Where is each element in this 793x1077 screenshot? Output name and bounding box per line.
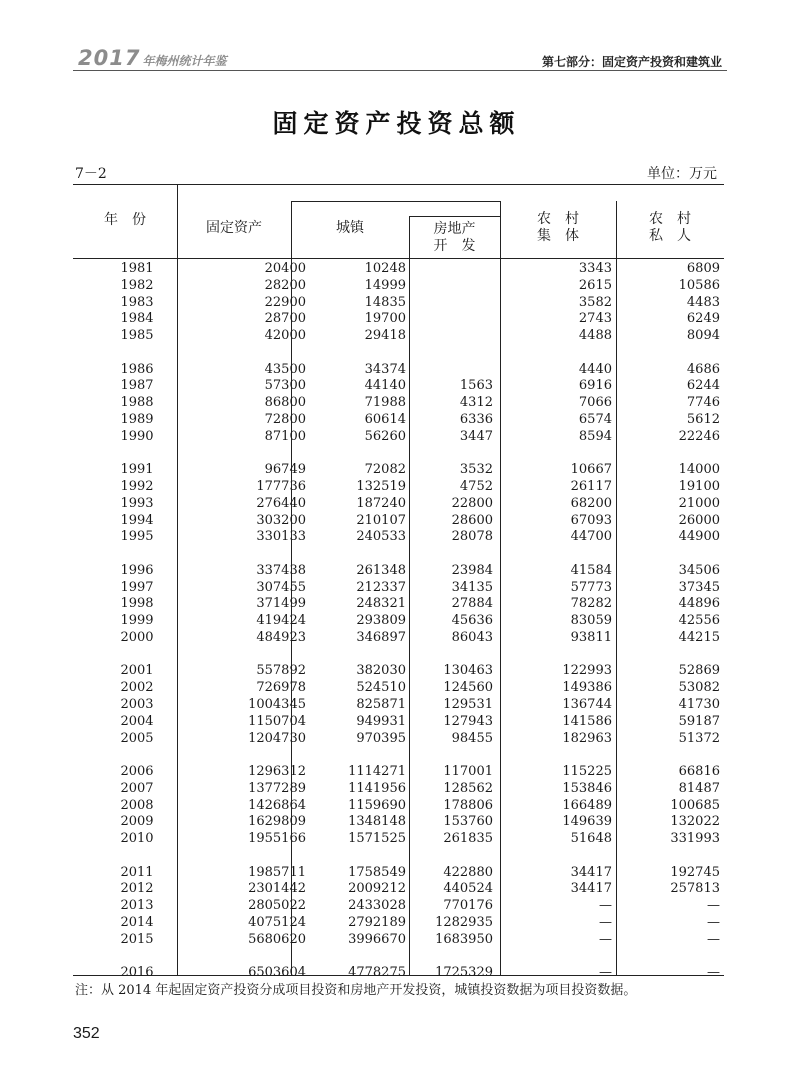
cell-total: 307455 [256, 579, 306, 595]
cell-collective: 7066 [578, 395, 612, 411]
table-row [73, 395, 724, 411]
cell-private: 192745 [670, 864, 720, 880]
cell-collective: 6574 [578, 412, 612, 427]
table-row [73, 563, 724, 579]
header-collective-line1: 农 村 [537, 211, 579, 227]
cell-private: 44900 [678, 529, 720, 545]
cell-collective: 51648 [570, 831, 612, 847]
cell-collective: 83059 [570, 613, 612, 629]
table-row [73, 261, 724, 277]
cell-year: 2002 [120, 680, 154, 696]
table-row [73, 831, 724, 847]
cell-private: 26000 [678, 512, 720, 528]
table-row [73, 479, 724, 495]
cell-total: 484923 [256, 630, 306, 645]
cell-private: 37345 [678, 579, 720, 595]
table-row [73, 429, 724, 445]
cell-real-estate: 3532 [459, 462, 493, 478]
cell-private: 51372 [678, 730, 720, 746]
cell-total: 1955166 [248, 831, 306, 847]
cell-urban: 29418 [364, 328, 406, 344]
cell-real-estate: 124560 [443, 680, 493, 696]
cell-total: 419424 [256, 613, 306, 629]
cell-private: 100685 [670, 797, 720, 813]
header-private-line2: 私 人 [649, 228, 691, 244]
cell-year: 2016 [120, 965, 154, 981]
cell-total: 5680620 [248, 931, 306, 947]
cell-private: 19100 [678, 479, 720, 494]
cell-year: 1988 [120, 395, 154, 411]
cell-urban: 14999 [364, 277, 406, 293]
table-row [73, 412, 724, 428]
cell-year: 1981 [120, 261, 154, 276]
cell-year: 1990 [120, 428, 154, 444]
cell-year: 1994 [120, 512, 154, 528]
cell-total: 1004345 [248, 697, 306, 712]
cell-private: — [707, 931, 720, 947]
cell-urban: 970395 [356, 730, 406, 746]
table-row [73, 932, 724, 948]
cell-collective: 122993 [562, 663, 612, 679]
cell-collective: 6916 [578, 378, 612, 394]
cell-collective: 57773 [570, 579, 612, 595]
table-row [73, 311, 724, 327]
cell-total: 96749 [264, 462, 306, 478]
cell-total: 28700 [264, 311, 306, 327]
table-row [73, 663, 724, 679]
cell-year: 2013 [120, 898, 154, 914]
cell-real-estate: 4312 [459, 395, 493, 411]
cell-total: 276440 [256, 495, 306, 511]
table-row [73, 278, 724, 294]
cell-private: 4686 [686, 361, 720, 377]
table-row [73, 496, 724, 512]
cell-real-estate: 770176 [443, 898, 493, 914]
table-row [73, 580, 724, 596]
cell-total: 6503604 [248, 965, 306, 981]
cell-real-estate: 86043 [451, 630, 493, 645]
cell-year: 1986 [120, 361, 154, 377]
header-real-estate [409, 221, 500, 255]
cell-collective: 3343 [578, 261, 612, 276]
cell-total: 28200 [264, 277, 306, 293]
table-row [73, 697, 724, 713]
cell-real-estate: 22800 [451, 495, 493, 511]
cell-urban: 60614 [364, 412, 406, 427]
table-row [73, 362, 724, 378]
cell-urban: 346897 [356, 630, 406, 645]
cell-private: 52869 [678, 663, 720, 679]
cell-year: 2000 [120, 630, 154, 645]
cell-collective: 44700 [570, 529, 612, 545]
cell-urban: 14835 [364, 294, 406, 310]
table-row [73, 378, 724, 394]
table-row [73, 630, 724, 646]
cell-collective: 34417 [570, 881, 612, 897]
cell-urban: 1571525 [348, 831, 406, 847]
cell-urban: 210107 [356, 512, 406, 528]
cell-total: 72800 [264, 412, 306, 427]
cell-urban: 2433028 [348, 898, 406, 914]
cell-private: 7746 [686, 395, 720, 411]
cell-year: 1992 [120, 479, 154, 494]
table-row [73, 915, 724, 931]
footnote: 注：从 2014 年起固定资产投资分成项目投资和房地产开发投资，城镇投资数据为项目投资数据。 [75, 983, 637, 998]
cell-private: 331993 [670, 831, 720, 847]
cell-private: 21000 [678, 495, 720, 511]
cell-urban: 825871 [356, 697, 406, 712]
table-row [73, 714, 724, 730]
cell-collective: 41584 [570, 562, 612, 578]
cell-year: 1993 [120, 495, 154, 511]
cell-total: 2301442 [248, 881, 306, 897]
table-row [73, 680, 724, 696]
cell-urban: 1348148 [348, 814, 406, 830]
table-row [73, 731, 724, 747]
cell-total: 1629809 [248, 814, 306, 830]
cell-collective: 141586 [562, 713, 612, 729]
urban-group-line [291, 201, 500, 202]
cell-real-estate: 3447 [459, 428, 493, 444]
cell-urban: 132519 [356, 479, 406, 494]
cell-real-estate: 27884 [451, 596, 493, 612]
cell-real-estate: 6336 [459, 412, 493, 427]
cell-year: 2005 [120, 730, 154, 746]
cell-private: 34506 [678, 562, 720, 578]
cell-year: 2003 [120, 697, 154, 712]
cell-real-estate: 98455 [451, 730, 493, 746]
cell-urban: 71988 [364, 395, 406, 411]
cell-collective: 3582 [578, 294, 612, 310]
cell-collective: 153846 [562, 780, 612, 796]
cell-total: 371499 [256, 596, 306, 612]
page-title: 固定资产投资总额 [272, 109, 521, 138]
cell-total: 86800 [264, 395, 306, 411]
cell-year: 2006 [120, 764, 154, 779]
table-number: 7－2 [75, 166, 107, 182]
header-collective-line2: 集 体 [537, 228, 579, 244]
table-row [73, 764, 724, 780]
cell-total: 1296312 [248, 764, 306, 779]
table-row [73, 295, 724, 311]
cell-private: 59187 [678, 713, 720, 729]
cell-collective: 149386 [562, 680, 612, 696]
book-header [78, 46, 226, 70]
cell-real-estate: 34135 [451, 579, 493, 595]
cell-urban: 1141956 [348, 780, 406, 796]
cell-urban: 3996670 [348, 931, 406, 947]
cell-year: 2001 [120, 663, 154, 679]
cell-collective: 67093 [570, 512, 612, 528]
cell-total: 43500 [264, 361, 306, 377]
cell-private: — [707, 898, 720, 914]
cell-total: 4075124 [248, 915, 306, 930]
header-total: 固定资产 [206, 220, 262, 236]
cell-private: 42556 [678, 613, 720, 629]
cell-collective: — [599, 898, 612, 914]
cell-year: 2015 [120, 931, 154, 947]
cell-total: 20400 [264, 261, 306, 276]
cell-year: 2009 [120, 814, 154, 830]
cell-year: 1985 [120, 328, 154, 344]
cell-total: 87100 [264, 428, 306, 444]
cell-total: 303200 [256, 512, 306, 528]
cell-collective: 78282 [570, 596, 612, 612]
cell-collective: 2615 [578, 277, 612, 293]
table-row [73, 814, 724, 830]
cell-urban: 2009212 [348, 881, 406, 897]
cell-private: 4483 [686, 294, 720, 310]
cell-collective: 4440 [578, 361, 612, 377]
cell-real-estate: 153760 [443, 814, 493, 830]
cell-collective: 115225 [562, 764, 612, 779]
cell-year: 1982 [120, 277, 154, 293]
cell-private: 44896 [678, 596, 720, 612]
cell-real-estate: 261835 [443, 831, 493, 847]
cell-real-estate: 23984 [451, 562, 493, 578]
header-private-line1: 农 村 [649, 211, 691, 227]
cell-real-estate: 440524 [443, 881, 493, 897]
header-divider [73, 70, 727, 71]
cell-private: 6809 [686, 261, 720, 276]
cell-urban: 248321 [356, 596, 406, 612]
cell-collective: 10667 [570, 462, 612, 478]
cell-collective: 4488 [578, 328, 612, 344]
cell-total: 726978 [256, 680, 306, 696]
cell-collective: 8594 [578, 428, 612, 444]
cell-year: 2008 [120, 797, 154, 813]
table-row [73, 898, 724, 914]
cell-urban: 72082 [364, 462, 406, 478]
cell-urban: 524510 [356, 680, 406, 696]
cell-real-estate: 1683950 [435, 931, 493, 947]
book-title: 年梅州统计年鉴 [142, 54, 227, 68]
cell-urban: 949931 [356, 713, 406, 729]
table-row [73, 881, 724, 897]
cell-urban: 187240 [356, 495, 406, 511]
cell-urban: 261348 [356, 562, 406, 578]
cell-urban: 10248 [364, 261, 406, 276]
header-collective [500, 211, 616, 245]
cell-urban: 382030 [356, 663, 406, 679]
cell-private: 5612 [686, 412, 720, 427]
table-row [73, 328, 724, 344]
cell-year: 2007 [120, 780, 154, 796]
cell-urban: 293809 [356, 613, 406, 629]
cell-private: 257813 [670, 881, 720, 897]
table-row [73, 865, 724, 881]
cell-year: 2004 [120, 713, 154, 729]
cell-private: 132022 [670, 814, 720, 830]
book-year: 2017 [78, 46, 141, 70]
table-header-border [73, 258, 724, 259]
cell-real-estate: 4752 [459, 479, 493, 494]
cell-collective: 93811 [570, 630, 612, 645]
unit-label: 单位：万元 [647, 166, 717, 182]
cell-private: — [707, 965, 720, 981]
cell-year: 1989 [120, 412, 154, 427]
cell-total: 2805022 [248, 898, 306, 914]
table-row [73, 781, 724, 797]
cell-year: 1984 [120, 311, 154, 327]
cell-total: 1426864 [248, 797, 306, 813]
cell-urban: 2792189 [348, 915, 406, 930]
cell-urban: 1159690 [348, 797, 406, 813]
cell-real-estate: 128562 [443, 780, 493, 796]
cell-collective: 166489 [562, 797, 612, 813]
cell-real-estate: 129531 [443, 697, 493, 712]
table-row [73, 798, 724, 814]
header-year: 年 份 [104, 212, 146, 228]
cell-private: 44215 [678, 630, 720, 645]
cell-year: 1997 [120, 579, 154, 595]
cell-private: 8094 [686, 328, 720, 344]
cell-real-estate: 1563 [459, 378, 493, 394]
cell-year: 2014 [120, 915, 154, 930]
cell-collective: 68200 [570, 495, 612, 511]
cell-private: 6249 [686, 311, 720, 327]
cell-collective: — [599, 931, 612, 947]
cell-collective: 34417 [570, 864, 612, 880]
cell-total: 1150704 [248, 713, 306, 729]
cell-total: 42000 [264, 328, 306, 344]
cell-private: 53082 [678, 680, 720, 696]
data-table [73, 184, 724, 981]
real-estate-subheader-line [409, 216, 500, 217]
cell-urban: 44140 [364, 378, 406, 394]
cell-urban: 1114271 [348, 764, 406, 779]
section-title: 第七部分：固定资产投资和建筑业 [541, 55, 722, 69]
cell-year: 1995 [120, 529, 154, 545]
cell-urban: 1758549 [348, 864, 406, 880]
cell-real-estate: 178806 [443, 797, 493, 813]
cell-private: 6244 [686, 378, 720, 394]
cell-year: 1996 [120, 562, 154, 578]
cell-year: 2012 [120, 881, 154, 897]
cell-year: 1998 [120, 596, 154, 612]
cell-real-estate: 28600 [451, 512, 493, 528]
cell-real-estate: 1725329 [435, 965, 493, 981]
cell-private: 22246 [678, 428, 720, 444]
cell-real-estate: 422880 [443, 864, 493, 880]
header-private [616, 211, 724, 245]
cell-private: 66816 [678, 764, 720, 779]
cell-urban: 212337 [356, 579, 406, 595]
cell-real-estate: 130463 [443, 663, 493, 679]
cell-total: 1985711 [248, 864, 306, 880]
cell-total: 1204730 [248, 730, 306, 746]
table-row [73, 462, 724, 478]
cell-urban: 240533 [356, 529, 406, 545]
cell-real-estate: 117001 [443, 764, 493, 779]
cell-urban: 56260 [364, 428, 406, 444]
cell-real-estate: 45636 [451, 613, 493, 629]
cell-private: 10586 [678, 277, 720, 293]
cell-collective: — [599, 965, 612, 981]
cell-real-estate: 127943 [443, 713, 493, 729]
cell-private: 14000 [678, 462, 720, 478]
cell-total: 330133 [256, 529, 306, 545]
cell-collective: 182963 [562, 730, 612, 746]
cell-collective: 136744 [562, 697, 612, 712]
cell-total: 22900 [264, 294, 306, 310]
cell-year: 1983 [120, 294, 154, 310]
cell-urban: 19700 [364, 311, 406, 327]
table-row [73, 513, 724, 529]
cell-private: 41730 [678, 697, 720, 712]
cell-year: 2011 [120, 864, 154, 880]
table-row [73, 613, 724, 629]
table-row [73, 596, 724, 612]
cell-collective: 149639 [562, 814, 612, 830]
cell-urban: 4778275 [348, 965, 406, 981]
cell-collective: 26117 [570, 479, 612, 494]
cell-total: 1377289 [248, 780, 306, 796]
cell-total: 557892 [256, 663, 306, 679]
cell-collective: — [599, 915, 612, 930]
cell-year: 1991 [120, 462, 154, 478]
cell-total: 337438 [256, 562, 306, 578]
cell-private: — [707, 915, 720, 930]
cell-year: 2010 [120, 831, 154, 847]
table-top-border [73, 184, 724, 185]
header-real-estate-line1: 房地产 [433, 221, 476, 237]
cell-year: 1987 [120, 378, 154, 394]
cell-collective: 2743 [578, 311, 612, 327]
cell-real-estate: 1282935 [435, 915, 493, 930]
header-real-estate-line2: 开 发 [433, 238, 476, 254]
table-row [73, 529, 724, 545]
header-urban: 城镇 [336, 220, 364, 236]
cell-private: 81487 [678, 780, 720, 796]
cell-year: 1999 [120, 613, 154, 629]
page-number: 352 [73, 1025, 100, 1042]
cell-total: 57300 [264, 378, 306, 394]
cell-total: 177736 [256, 479, 306, 494]
cell-urban: 34374 [364, 361, 406, 377]
cell-real-estate: 28078 [451, 529, 493, 545]
